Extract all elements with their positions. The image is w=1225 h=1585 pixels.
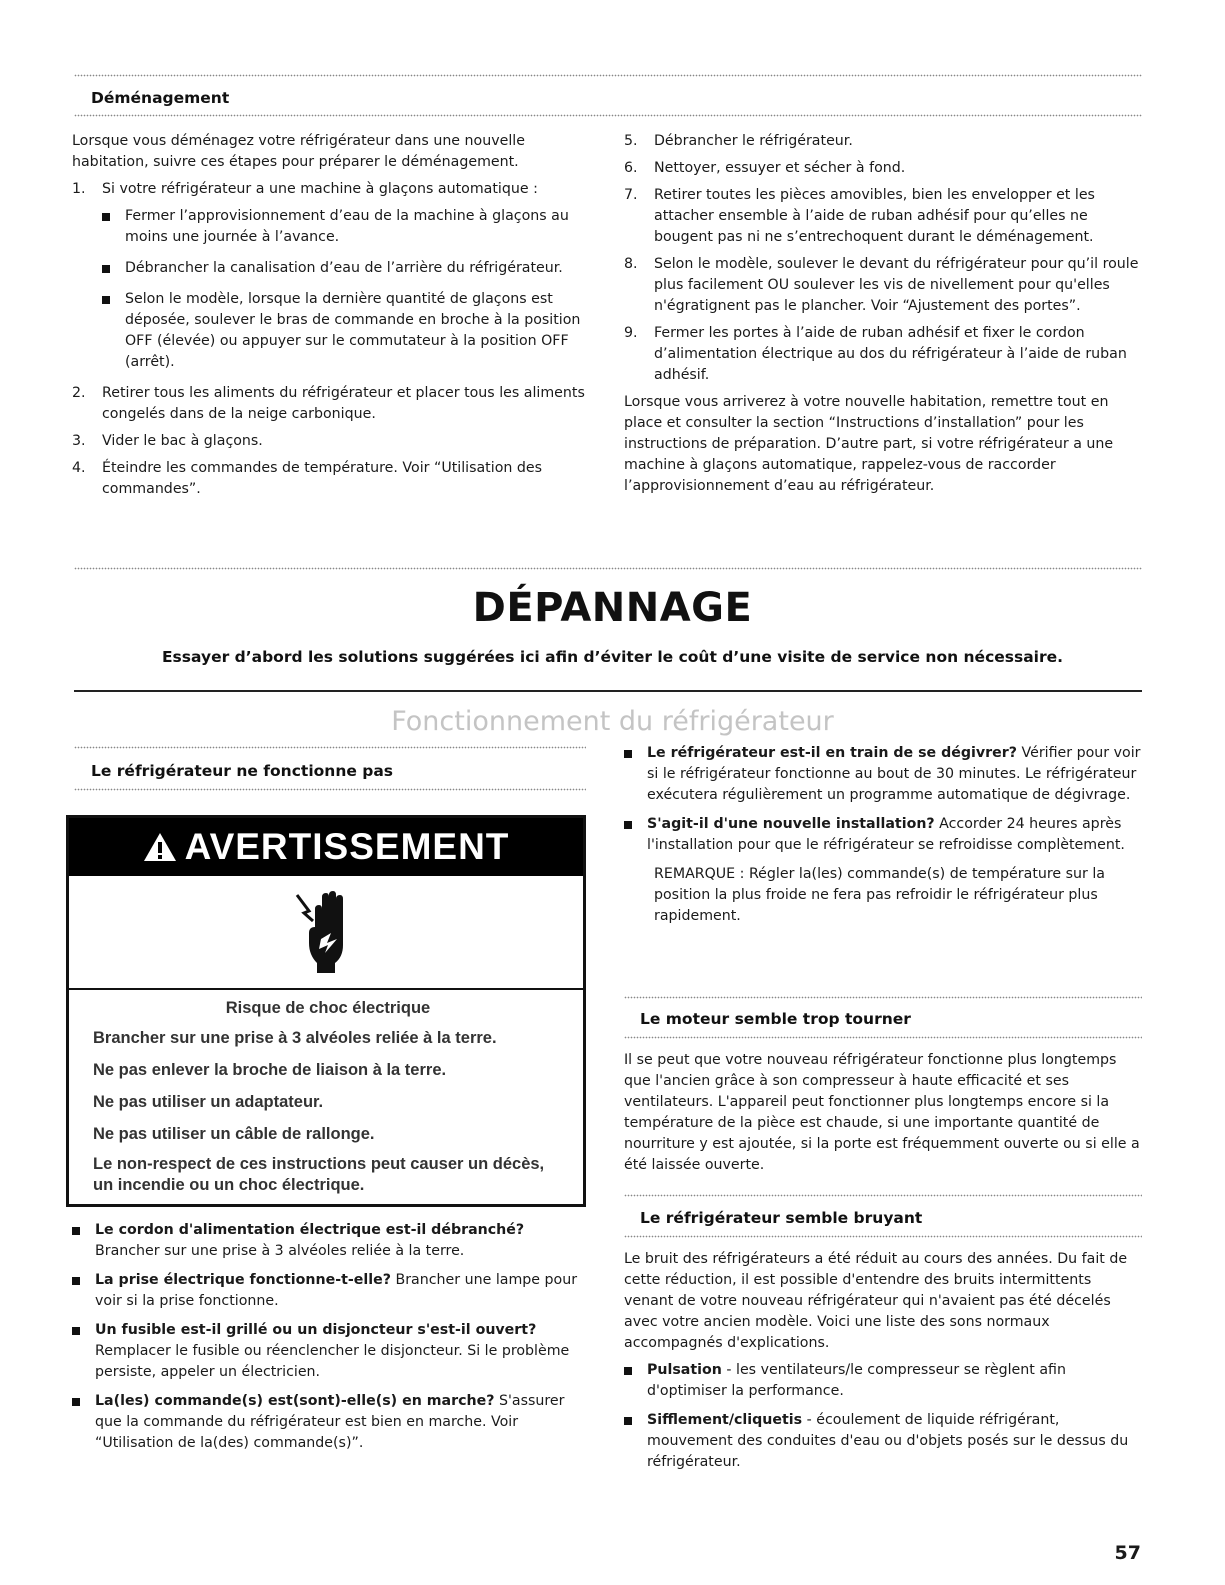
page-title: DÉPANNAGE	[472, 585, 753, 631]
warning-box	[66, 815, 586, 1207]
not-operating-checklist	[72, 1220, 586, 1462]
warning-line: Brancher sur une prise à 3 alvéoles reliée à la terre.	[93, 1029, 497, 1047]
bullet-icon	[72, 1398, 80, 1406]
check-answer: Brancher une lampe pour voir si la prise fonctionne.	[95, 1272, 578, 1309]
sound-description: - les ventilateurs/le compresseur se règlent afin d'optimiser la performance.	[647, 1362, 1066, 1399]
page-subtitle: Essayer d’abord les solutions suggérées ici afin d’éviter le coût d’une visite de service non nécessaire.	[161, 648, 1064, 666]
moving-step	[72, 179, 586, 200]
substep-text: Débrancher la canalisation d’eau de l’arrière du réfrigérateur.	[125, 260, 563, 276]
check-answer: Accorder 24 heures après l'installation pour que le réfrigérateur se refroidisse complètement.	[647, 816, 1125, 853]
step-number: 4.	[72, 460, 86, 476]
step-text: Fermer les portes à l’aide de ruban adhésif et fixer le cordon d’alimentation électrique au dos du réfrigérateur à l’aide de ruban adhésif.	[654, 325, 1127, 383]
warning-line: Ne pas utiliser un câble de rallonge.	[93, 1125, 375, 1143]
check-question: La prise électrique fonctionne-t-elle?	[95, 1272, 391, 1288]
noisy-heading: Le réfrigérateur semble bruyant	[640, 1209, 923, 1227]
noisy-divider-bottom	[624, 1235, 1142, 1238]
step-number: 9.	[624, 325, 638, 341]
note-text: REMARQUE : Régler la(les) commande(s) de température sur la position la plus froide ne fera pas refroidir le réfrigérateur plus rapidement.	[654, 866, 1105, 924]
substep-text: Selon le modèle, lorsque la dernière quantité de glaçons est déposée, soulever le bras de commande en broche à la position OFF (élevée) ou appuyer sur le commutateur à la position OFF (arrêt).	[125, 291, 581, 370]
bullet-icon	[102, 296, 110, 304]
check-question: S'agit-il d'une nouvelle installation?	[647, 816, 935, 832]
section-title: Fonctionnement du réfrigérateur	[391, 706, 834, 737]
step-number: 5.	[624, 133, 638, 149]
moving-step	[72, 383, 586, 425]
check-answer: Brancher sur une prise à 3 alvéoles reliée à la terre.	[95, 1243, 465, 1259]
warning-consequence: Le non-respect de ces instructions peut causer un décès, un incendie ou un choc électrique.	[93, 1155, 545, 1194]
check-answer: S'assurer que la commande du réfrigérateur est bien en marche. Voir “Utilisation de la(des) commande(s)”.	[95, 1393, 565, 1451]
step-number: 6.	[624, 160, 638, 176]
check-question: Un fusible est-il grillé ou un disjoncteur s'est-il ouvert?	[95, 1322, 537, 1338]
moving-intro: Lorsque vous déménagez votre réfrigérateur dans une nouvelle habitation, suivre ces étapes pour préparer le déménagement.	[72, 133, 525, 170]
bullet-icon	[72, 1277, 80, 1285]
right-checklist	[624, 743, 1144, 933]
check-question: Le cordon d'alimentation électrique est-il débranché?	[95, 1222, 525, 1238]
sound-term: Sifflement/cliquetis	[647, 1412, 803, 1428]
check-question: Le réfrigérateur est-il en train de se dégivrer?	[647, 745, 1017, 761]
motor-divider-bottom	[624, 1036, 1142, 1039]
top-divider	[74, 74, 1142, 77]
substep-text: Fermer l’approvisionnement d’eau de la machine à glaçons au moins une journée à l’avance.	[125, 208, 569, 245]
warning-line: Ne pas utiliser un adaptateur.	[93, 1093, 324, 1111]
substep	[102, 258, 586, 279]
motor-text: Il se peut que votre nouveau réfrigérateur fonctionne plus longtemps que l'ancien grâce à son compresseur à haute efficacité et ses ventilateurs. L'appareil peut fonctionner plus longtemps encore si la température de la pièce est chaude, si une importante quantité de nourriture y est ajoutée, si la porte est fréquemment ouverte ou si elle a été laissée ouverte.	[624, 1052, 1140, 1173]
step-text: Retirer toutes les pièces amovibles, bien les envelopper et les attacher ensemble à l’aide de ruban adhésif pour qu’elles ne bougent pas ni ne s’entrechoquent durant le déménagement.	[654, 187, 1095, 245]
check-question: La(les) commande(s) est(sont)-elle(s) en marche?	[95, 1393, 495, 1409]
moving-closing: Lorsque vous arriverez à votre nouvelle habitation, remettre tout en place et consulter la section “Instructions d’installation” pour les instructions de préparation. D’autre part, si votre réfrigérateur a une machine à glaçons automatique, rappelez-vous de raccorder l’approvisionnement d’eau au réfrigérateur.	[624, 394, 1114, 494]
motor-heading: Le moteur semble trop tourner	[640, 1010, 911, 1028]
sound-item	[624, 1410, 1142, 1473]
warning-body	[69, 990, 583, 1196]
moving-step	[624, 323, 1144, 386]
step-text: Vider le bac à glaçons.	[102, 433, 263, 449]
bullet-icon	[72, 1227, 80, 1235]
bullet-icon	[72, 1327, 80, 1335]
not-operating-divider-top	[74, 746, 586, 749]
bullet-icon	[624, 1417, 632, 1425]
check-answer: Vérifier pour voir si le réfrigérateur fonctionne au bout de 30 minutes. Le réfrigérateur exécutera régulièrement un programme automatique de dégivrage.	[647, 745, 1141, 803]
title-divider	[74, 690, 1142, 692]
sound-term: Pulsation	[647, 1362, 722, 1378]
bullet-icon	[624, 821, 632, 829]
moving-step	[624, 158, 1144, 179]
step-text: Éteindre les commandes de température. Voir “Utilisation des commandes”.	[102, 460, 542, 497]
sound-description: - écoulement de liquide réfrigérant, mouvement des conduites d'eau ou d'objets posés sur le dessus du réfrigérateur.	[647, 1412, 1129, 1470]
step-number: 7.	[624, 187, 638, 203]
sound-item	[624, 1360, 1142, 1402]
warning-line: Ne pas enlever la broche de liaison à la terre.	[93, 1061, 447, 1079]
step-text: Nettoyer, essuyer et sécher à fond.	[654, 160, 906, 176]
bullet-icon	[102, 265, 110, 273]
step-number: 2.	[72, 385, 86, 401]
warning-header	[69, 818, 583, 876]
noisy-text: Le bruit des réfrigérateurs a été réduit au cours des années. Du fait de cette réduction, il est possible d'entendre des bruits intermittents venant de votre nouveau réfrigérateur qui n'avaient pas été décelés avec votre ancien modèle. Voici une liste des sons normaux accompagnés d'explications.	[624, 1251, 1128, 1351]
electric-shock-hand-icon	[69, 876, 583, 988]
substep	[102, 289, 586, 373]
check-item	[72, 1320, 586, 1383]
moving-step	[624, 254, 1144, 317]
check-answer: Remplacer le fusible ou réenclencher le disjoncteur. Si le problème persiste, appeler un électricien.	[95, 1343, 570, 1380]
noisy-divider-top	[624, 1194, 1142, 1197]
page-number: 57	[1114, 1542, 1141, 1564]
warning-triangle-icon	[143, 832, 177, 862]
bullet-icon	[624, 1367, 632, 1375]
motor-divider-top	[624, 996, 1142, 999]
moving-heading-divider	[74, 114, 1142, 117]
moving-step	[72, 458, 586, 500]
not-operating-divider-bottom	[74, 788, 586, 791]
moving-right-column	[624, 131, 1144, 503]
moving-step	[624, 131, 1144, 152]
moving-heading: Déménagement	[91, 89, 230, 107]
not-operating-heading: Le réfrigérateur ne fonctionne pas	[91, 762, 394, 780]
step-number: 1.	[72, 181, 86, 197]
troubleshooting-top-divider	[74, 567, 1142, 570]
step-text: Selon le modèle, soulever le devant du réfrigérateur pour qu’il roule plus facilement OU soulever les vis de nivellement pour qu'elles n'égratignent pas le plancher. Voir “Ajustement des portes”.	[654, 256, 1139, 314]
moving-step	[624, 185, 1144, 248]
substep	[102, 206, 586, 248]
check-item	[72, 1391, 586, 1454]
step-text: Si votre réfrigérateur a une machine à glaçons automatique :	[102, 181, 538, 197]
bullet-icon	[102, 213, 110, 221]
check-item	[72, 1220, 586, 1262]
noisy-content	[624, 1249, 1142, 1481]
warning-title: Risque de choc électrique	[225, 999, 431, 1017]
warning-header-text: AVERTISSEMENT	[184, 826, 510, 867]
moving-left-column	[72, 131, 586, 506]
step-text: Débrancher le réfrigérateur.	[654, 133, 853, 149]
check-item	[72, 1270, 586, 1312]
step-number: 3.	[72, 433, 86, 449]
moving-step	[72, 431, 586, 452]
step-number: 8.	[624, 256, 638, 272]
bullet-icon	[624, 750, 632, 758]
check-item	[624, 743, 1144, 806]
ice-maker-substeps	[72, 206, 586, 373]
check-item	[624, 814, 1144, 856]
step-text: Retirer tous les aliments du réfrigérateur et placer tous les aliments congelés dans de la neige carbonique.	[102, 385, 585, 422]
